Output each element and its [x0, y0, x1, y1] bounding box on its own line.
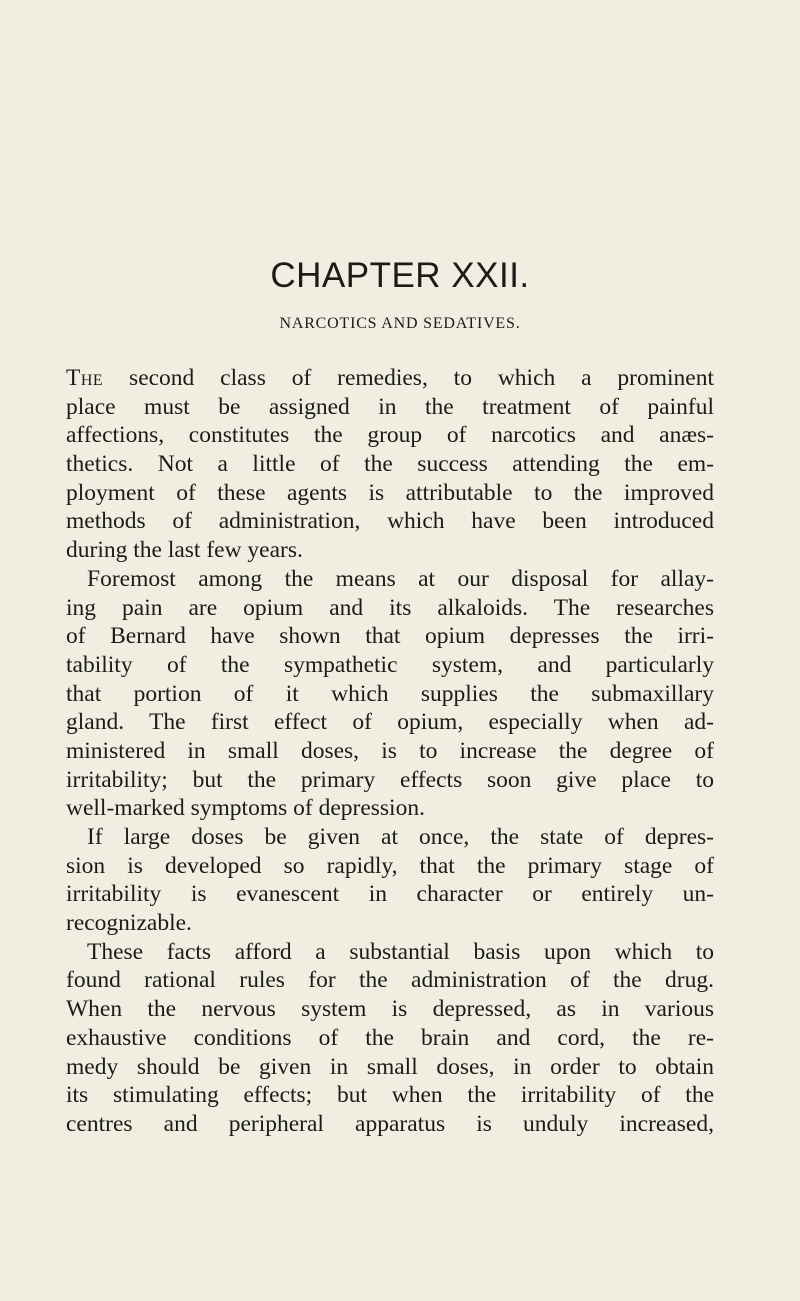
text-line: during the last few years. — [66, 537, 303, 564]
text-line: found rational rules for the administration of the drug. — [66, 967, 714, 994]
text-line: affections, constitutes the group of narcotics and anæs- — [66, 422, 714, 449]
chapter-subtitle: NARCOTICS AND SEDATIVES. — [279, 315, 521, 332]
text-line: that portion of it which supplies the submaxillary — [66, 680, 714, 707]
text-line: The second class of remedies, to which a prominent — [66, 365, 714, 391]
text-line: well-marked symptoms of depression. — [66, 795, 425, 822]
text-line: ing pain are opium and its alkaloids. The researches — [66, 594, 714, 621]
text-line: When the nervous system is depressed, as in various — [66, 996, 714, 1023]
text-line: irritability is evanescent in character or entirely un- — [66, 881, 714, 908]
text-line: ministered in small doses, is to increase the degree of — [66, 737, 714, 764]
text-line: If large doses be given at once, the state of depres- — [87, 824, 714, 850]
text-line: irritability; but the primary effects soon give place to — [66, 766, 714, 793]
text-line: exhaustive conditions of the brain and cord, the re- — [66, 1024, 714, 1051]
text-line: Foremost among the means at our disposal for allay- — [87, 565, 714, 592]
text-line: of Bernard have shown that opium depresses the irri- — [66, 623, 714, 650]
text-line: ployment of these agents is attributable to the improved — [66, 479, 714, 506]
text-line: recognizable. — [66, 910, 192, 937]
text-line: thetics. Not a little of the success attending the em- — [66, 451, 714, 478]
text-line: medy should be given in small doses, in order to obtain — [66, 1053, 714, 1080]
text-line: tability of the sympathetic system, and particularly — [66, 651, 714, 678]
body-text — [66, 364, 714, 1139]
text-line: its stimulating effects; but when the irritability of the — [66, 1082, 714, 1109]
text-line: sion is developed so rapidly, that the primary stage of — [66, 852, 714, 879]
chapter-title: CHAPTER XXII. — [270, 256, 530, 295]
text-line: gland. The first effect of opium, especially when ad- — [66, 709, 714, 736]
text-line: centres and peripheral apparatus is unduly increased, — [66, 1110, 714, 1137]
text-line: methods of administration, which have been introduced — [66, 508, 714, 535]
first-word: The — [66, 365, 104, 391]
text-line: These facts afford a substantial basis upon which to — [87, 938, 714, 965]
text-line: place must be assigned in the treatment of painful — [66, 393, 714, 420]
